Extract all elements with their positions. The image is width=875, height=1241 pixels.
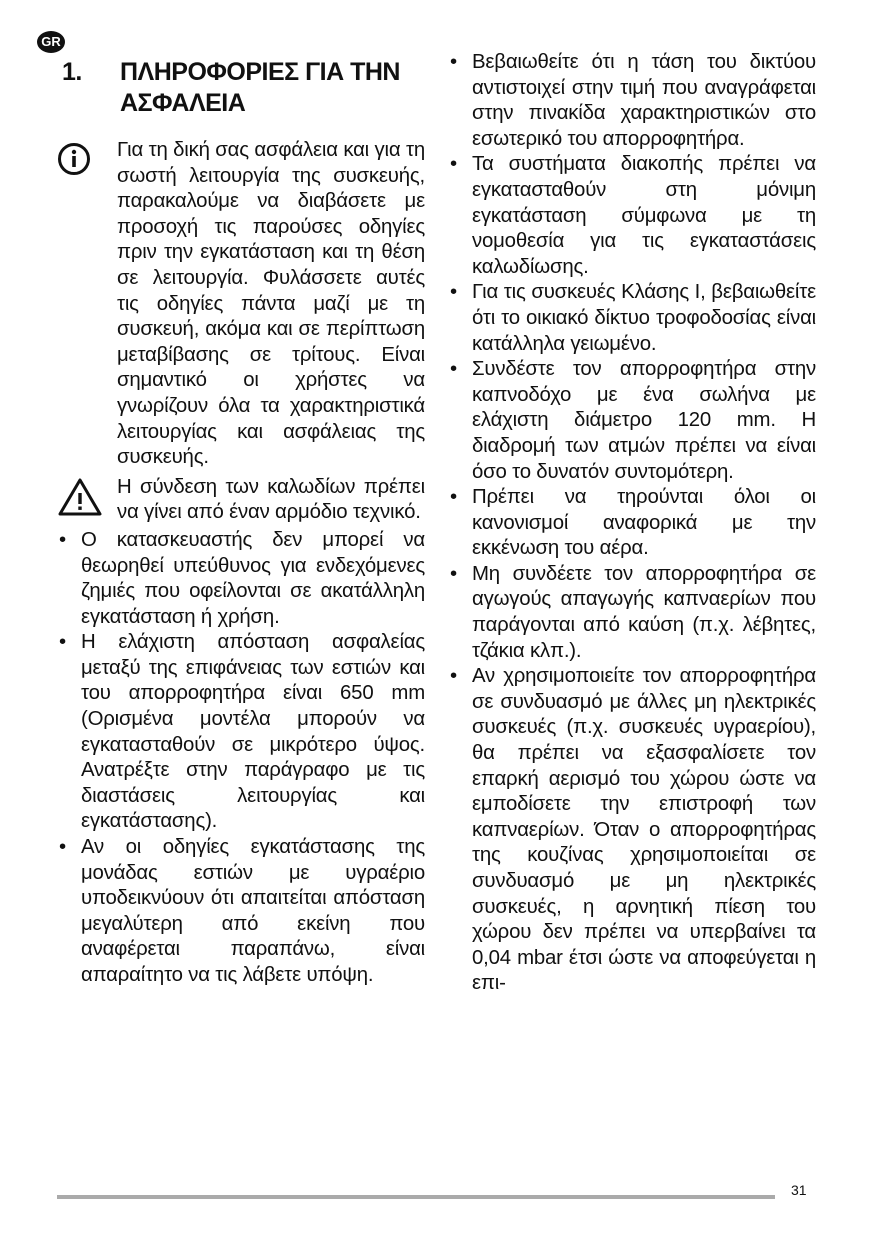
right-bullet-list: [448, 50, 816, 997]
info-text: Για τη δική σας ασφάλεια και για τη σωστή λειτουργία της συσκευής, παρακαλούμε να διαβάσετε με προσοχή τις παρούσες οδηγίες πριν την εγκατάσταση και τη θέση σε λειτουργία. Φυλάσσετε αυτές τις οδηγίες πάντα μαζί με τη συσκευή, ακόμα και σε περίπτωση μεταβίβασης σε τρίτους. Είναι σημαντικό οι χρήστες να γνωρίζουν όλα τα χαρακτηριστικά λειτουργίας και ασφάλειας της συσκευής.: [117, 139, 425, 469]
info-note: [57, 138, 425, 471]
section-title: ΠΛΗΡΟΦΟΡΙΕΣ ΓΙΑ ΤΗΝ ΑΣΦΑΛΕΙΑ: [120, 58, 400, 117]
list-item: • Συνδέστε τον απορροφητήρα στην καπνοδόχο με ένα σωλήνα με ελάχιστη διάμετρο 120 mm. Η διαδρομή των ατμών πρέπει να είναι όσο το δυνατόν συντομότερη.: [448, 357, 816, 485]
right-column: [448, 50, 816, 997]
list-item: • Η ελάχιστη απόσταση ασφαλείας μεταξύ της επιφάνειας των εστιών και του απορροφητήρα είναι 650 mm (Ορισμένα μοντέλα μπορούν να εγκατασταθούν σε μικρότερο ύψος. Ανατρέξτε στην παράγραφο με τις διαστάσεις λειτουργίας και εγκατάστασης).: [57, 630, 425, 835]
list-item: • Αν οι οδηγίες εγκατάστασης της μονάδας εστιών με υγραέριο υποδεικνύουν ότι απαιτείται απόσταση μεγαλύτερη από εκείνη που αναφέρεται παραπάνω, είναι απαραίτητο να τις λάβετε υπόψη.: [57, 835, 425, 989]
left-bullet-list: [57, 528, 425, 989]
list-item: • Τα συστήματα διακοπής πρέπει να εγκατασταθούν στη μόνιμη εγκατάσταση σύμφωνα με τη νομοθεσία για τις εγκαταστάσεις καλωδίωσης.: [448, 152, 816, 280]
list-item: • Για τις συσκευές Κλάσης Ι, βεβαιωθείτε ότι το οικιακό δίκτυο τροφοδοσίας είναι κατάλληλα γειωμένο.: [448, 280, 816, 357]
list-item: • Μη συνδέετε τον απορροφητήρα σε αγωγούς απαγωγής καπναερίων που παράγονται από καύση (π.χ. λέβητες, τζάκια κλπ.).: [448, 562, 816, 664]
list-item: • Πρέπει να τηρούνται όλοι οι κανονισμοί αναφορικά με την εκκένωση του αέρα.: [448, 485, 816, 562]
section-number: 1.: [62, 58, 82, 86]
list-item: • Βεβαιωθείτε ότι η τάση του δικτύου αντιστοιχεί στην τιμή που αναγράφεται στην πινακίδα χαρακτηριστικών στο εσωτερικό του απορροφητήρα.: [448, 50, 816, 152]
warning-note: [57, 475, 425, 526]
left-column: [57, 138, 425, 989]
list-item: • Ο κατασκευαστής δεν μπορεί να θεωρηθεί υπεύθυνος για ενδεχόμενες ζημιές που οφείλονται σε ακατάλληλη εγκατάσταση ή χρήση.: [57, 528, 425, 630]
warning-icon: [57, 477, 103, 525]
info-icon: [57, 142, 91, 184]
warning-text: Η σύνδεση των καλωδίων πρέπει να γίνει από έναν αρμόδιο τεχνικό.: [117, 475, 425, 524]
list-item: • Αν χρησιμοποιείτε τον απορροφητήρα σε συνδυασμό με άλλες μη ηλεκτρικές συσκευές (π.χ. συσκευές υγραερίου), θα πρέπει να εξασφαλίσετε τον επαρκή αερισμό του χώρου ώστε να εμποδίσετε την επιστροφή των καπναερίων. Όταν ο απορροφητήρας της κουζίνας χρησιμοποιείται σε συνδυασμό με μη ηλεκτρικές συσκευές, η αρνητική πίεση του χώρου δεν πρέπει να υπερβαίνει τα 0,04 mbar έτσι ώστε να αποφεύγεται η επι-: [448, 664, 816, 997]
footer-rule: [57, 1195, 775, 1199]
language-badge: GR: [37, 31, 65, 53]
page-number: 31: [791, 1182, 807, 1198]
